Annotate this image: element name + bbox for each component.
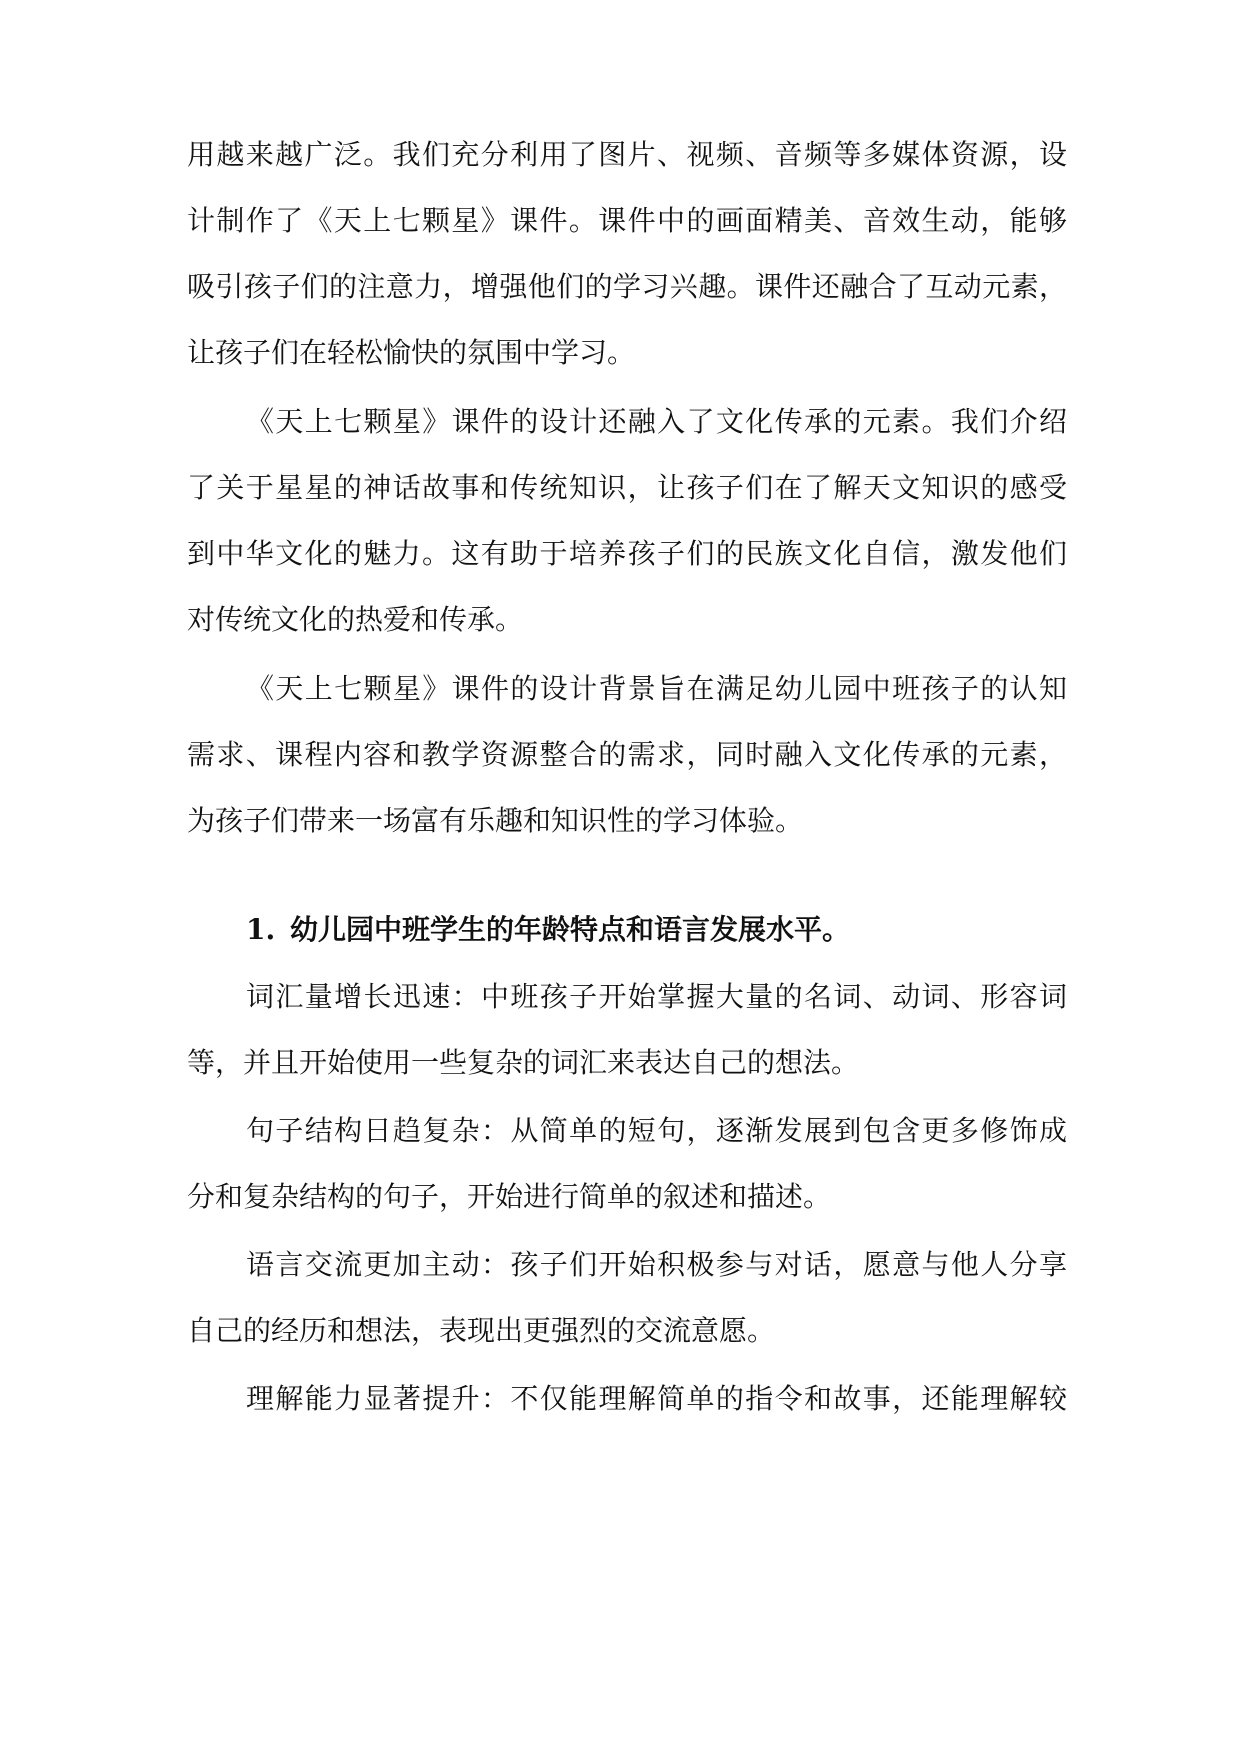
paragraph-3-line-1: 《天上七颗星》课件的设计背景旨在满足幼儿园中班孩子的认知 [246, 672, 1067, 705]
section-heading-text: 幼儿园中班学生的年龄特点和语言发展水平。 [290, 913, 851, 946]
paragraph-1-line-4: 让孩子们在轻松愉快的氛围中学习。 [187, 336, 636, 369]
point-3-line-1: 语言交流更加主动：孩子们开始积极参与对话，愿意与他人分享 [246, 1248, 1067, 1281]
point-4-line-1: 理解能力显著提升：不仅能理解简单的指令和故事，还能理解较 [246, 1382, 1067, 1415]
paragraph-1-line-1: 用越来越广泛。我们充分利用了图片、视频、音频等多媒体资源，设 [187, 138, 1067, 171]
paragraph-2-line-1: 《天上七颗星》课件的设计还融入了文化传承的元素。我们介绍 [246, 405, 1067, 438]
paragraph-2-line-4: 对传统文化的热爱和传承。 [187, 603, 524, 636]
point-2-line-1: 句子结构日趋复杂：从简单的短句，逐渐发展到包含更多修饰成 [246, 1114, 1067, 1147]
paragraph-3-line-2: 需求、课程内容和教学资源整合的需求，同时融入文化传承的元素， [187, 738, 1067, 771]
paragraph-2-line-2: 了关于星星的神话故事和传统知识，让孩子们在了解天文知识的感受 [187, 471, 1067, 504]
point-1-line-2: 等，并且开始使用一些复杂的词汇来表达自己的想法。 [187, 1046, 860, 1079]
section-heading-number: 1. [246, 913, 276, 946]
section-heading [246, 908, 1046, 952]
point-2-line-2: 分和复杂结构的句子，开始进行简单的叙述和描述。 [187, 1180, 832, 1213]
paragraph-2-line-3: 到中华文化的魅力。这有助于培养孩子们的民族文化自信，激发他们 [187, 537, 1067, 570]
paragraph-3-line-3: 为孩子们带来一场富有乐趣和知识性的学习体验。 [187, 804, 804, 837]
point-1-line-1: 词汇量增长迅速：中班孩子开始掌握大量的名词、动词、形容词 [246, 980, 1067, 1013]
paragraph-1-line-3: 吸引孩子们的注意力，增强他们的学习兴趣。课件还融合了互动元素， [187, 270, 1067, 303]
point-3-line-2: 自己的经历和想法，表现出更强烈的交流意愿。 [187, 1314, 776, 1347]
paragraph-1-line-2: 计制作了《天上七颗星》课件。课件中的画面精美、音效生动，能够 [187, 204, 1067, 237]
